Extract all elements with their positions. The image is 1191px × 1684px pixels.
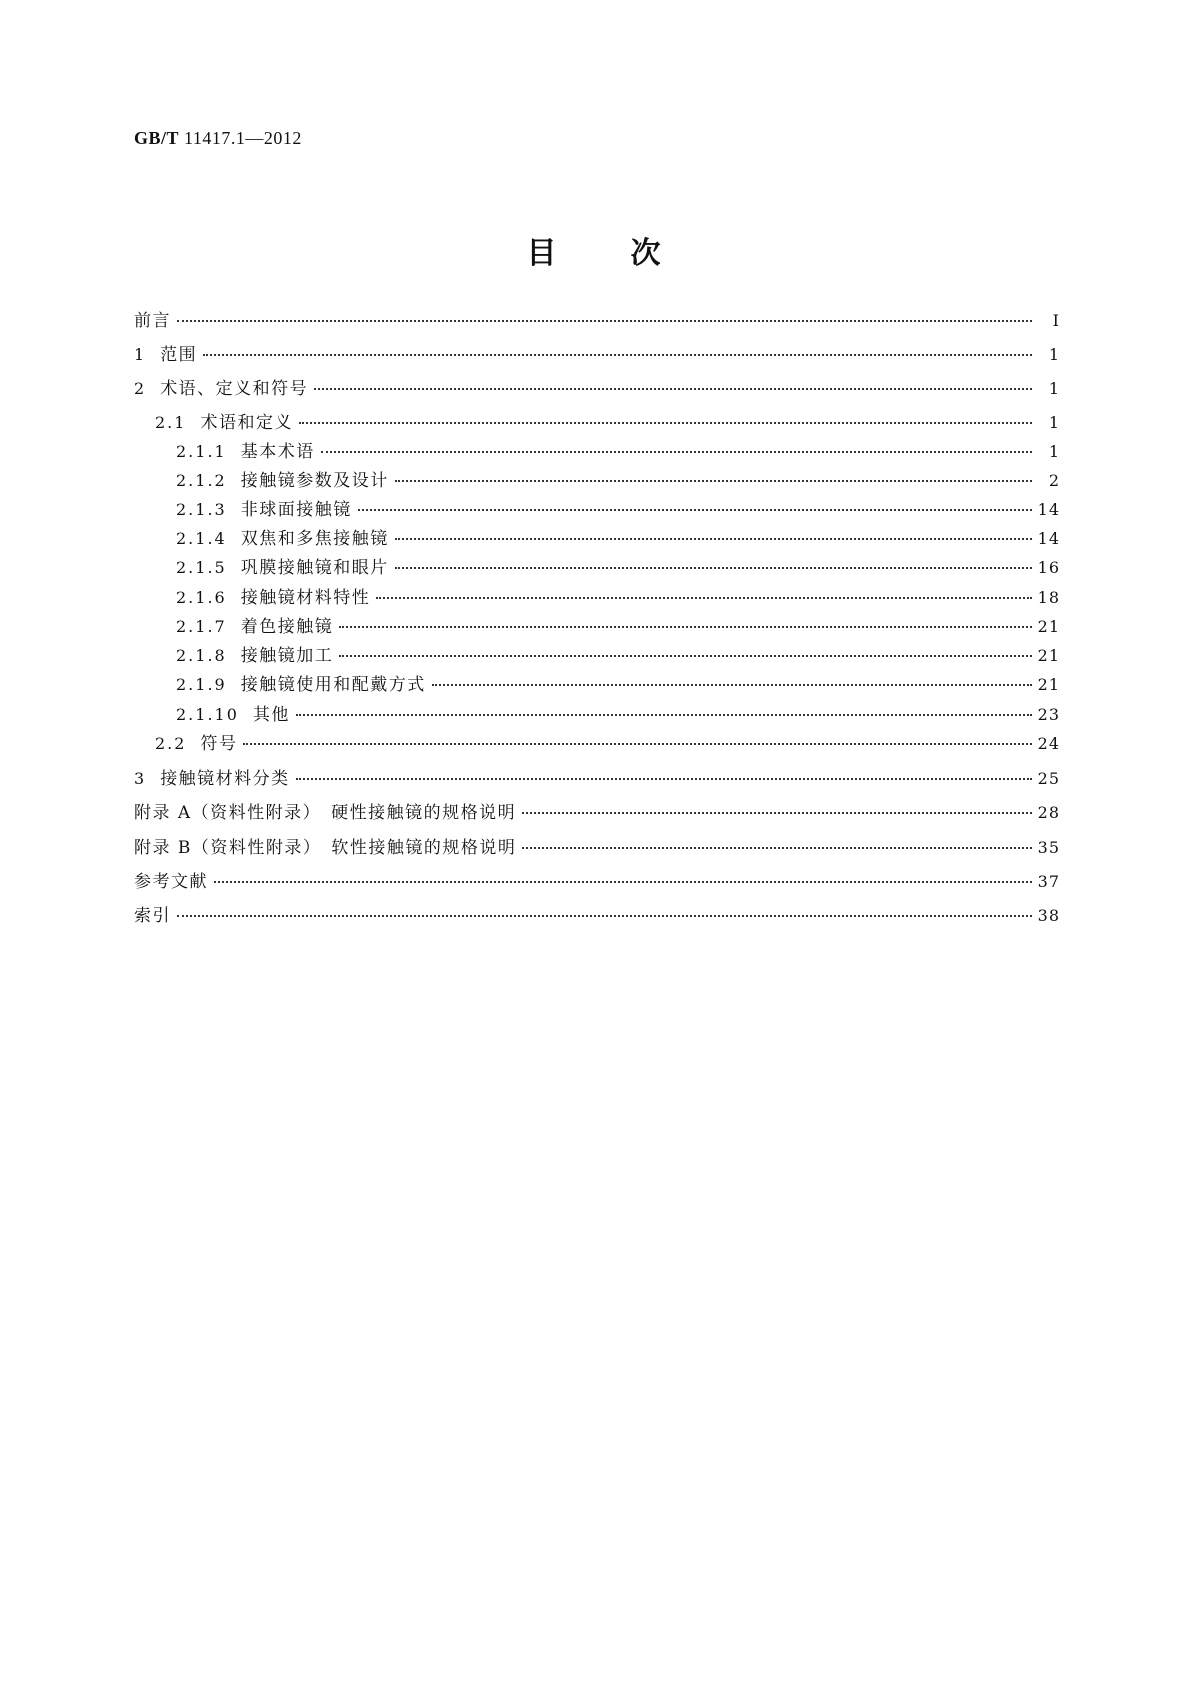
toc-dot-leader bbox=[314, 375, 1032, 395]
toc-entry-page-number: 18 bbox=[1037, 588, 1060, 607]
standard-prefix: GB/T bbox=[134, 128, 180, 148]
toc-entry[interactable] bbox=[134, 437, 1060, 463]
toc-dot-leader bbox=[177, 902, 1032, 922]
toc-dot-leader bbox=[432, 671, 1032, 691]
toc-entry-label: 接触镜加工 bbox=[240, 646, 334, 666]
toc-entry[interactable] bbox=[134, 764, 1060, 790]
page-title bbox=[0, 228, 1191, 272]
toc-dot-leader bbox=[358, 496, 1032, 516]
toc-dot-leader bbox=[296, 701, 1032, 721]
toc-entry[interactable] bbox=[134, 495, 1060, 521]
toc-entry-number: 2 bbox=[134, 379, 147, 398]
toc-dot-leader bbox=[395, 525, 1032, 545]
toc-entry-page-number: 1 bbox=[1048, 413, 1060, 432]
toc-entry-page-number: 28 bbox=[1037, 803, 1060, 822]
toc-entry-number: 2.1 bbox=[155, 413, 187, 432]
toc-entry-number: 2.2 bbox=[155, 734, 187, 753]
toc-dot-leader bbox=[203, 341, 1032, 361]
toc-entry-label: 符号 bbox=[200, 734, 238, 754]
toc-dot-leader bbox=[321, 438, 1032, 458]
toc-entry[interactable] bbox=[134, 798, 1060, 824]
toc-dot-leader bbox=[376, 584, 1031, 604]
toc-entry-page-number: 1 bbox=[1048, 442, 1060, 461]
toc-entry-label: 范围 bbox=[160, 345, 198, 365]
toc-dot-leader bbox=[522, 799, 1031, 819]
toc-entry-label: 着色接触镜 bbox=[240, 617, 334, 637]
toc-entry[interactable] bbox=[134, 466, 1060, 492]
toc-entry-number: 2.1.5 bbox=[176, 558, 227, 577]
toc-dot-leader bbox=[339, 642, 1031, 662]
toc-dot-leader bbox=[243, 730, 1031, 750]
toc-entry-page-number: 16 bbox=[1037, 558, 1060, 577]
toc-entry-page-number: 38 bbox=[1037, 906, 1060, 925]
toc-entry-label: 术语和定义 bbox=[200, 413, 293, 433]
toc-entry-label: 附录 A（资料性附录） 硬性接触镜的规格说明 bbox=[134, 803, 517, 823]
toc-entry-number: 2.1.4 bbox=[176, 529, 227, 548]
toc-entry[interactable] bbox=[134, 374, 1060, 400]
toc-entry-label: 索引 bbox=[134, 906, 171, 926]
toc-entry-label: 参考文献 bbox=[134, 872, 208, 892]
toc-entry-page-number: 23 bbox=[1037, 705, 1060, 724]
toc-entry-page-number: 14 bbox=[1037, 500, 1060, 519]
standard-number: 11417.1—2012 bbox=[184, 128, 302, 148]
toc-entry-page-number: 1 bbox=[1048, 345, 1060, 364]
toc-entry-number: 2.1.9 bbox=[176, 675, 227, 694]
toc-entry-page-number: 21 bbox=[1037, 617, 1060, 636]
toc-entry[interactable] bbox=[134, 583, 1060, 609]
toc-dot-leader bbox=[522, 834, 1031, 854]
toc-entry-label: 前言 bbox=[134, 311, 171, 331]
toc-dot-leader bbox=[177, 307, 1032, 327]
toc-entry-label: 接触镜使用和配戴方式 bbox=[240, 675, 426, 695]
toc-entry-page-number: 1 bbox=[1048, 379, 1060, 398]
toc-entry-number: 1 bbox=[134, 345, 147, 364]
toc-entry-number: 2.1.1 bbox=[176, 442, 227, 461]
toc-dot-leader bbox=[296, 765, 1032, 785]
toc-entry-number: 2.1.3 bbox=[176, 500, 227, 519]
toc-entry-number: 2.1.10 bbox=[176, 705, 239, 724]
toc-entry[interactable] bbox=[134, 553, 1060, 579]
toc-dot-leader bbox=[395, 554, 1032, 574]
document-identifier bbox=[134, 128, 302, 149]
toc-entry-number: 3 bbox=[134, 769, 147, 788]
toc-entry-page-number: Ⅰ bbox=[1052, 311, 1060, 330]
page-title-char-1: 目 bbox=[526, 236, 561, 271]
toc-entry-page-number: 2 bbox=[1048, 471, 1060, 490]
toc-entry-label: 接触镜参数及设计 bbox=[240, 471, 389, 491]
toc-entry-page-number: 25 bbox=[1037, 769, 1060, 788]
toc-dot-leader bbox=[395, 467, 1032, 487]
toc-entry-label: 接触镜材料特性 bbox=[240, 588, 371, 608]
toc-entry[interactable] bbox=[134, 524, 1060, 550]
toc-entry-label: 巩膜接触镜和眼片 bbox=[240, 558, 389, 578]
toc-entry-label: 非球面接触镜 bbox=[240, 500, 352, 520]
toc-entry[interactable] bbox=[134, 340, 1060, 366]
toc-entry[interactable] bbox=[134, 833, 1060, 859]
toc-entry[interactable] bbox=[134, 901, 1060, 927]
toc-entry-page-number: 24 bbox=[1037, 734, 1060, 753]
toc-entry-number: 2.1.8 bbox=[176, 646, 227, 665]
toc-entry-number: 2.1.6 bbox=[176, 588, 227, 607]
toc-entry-page-number: 37 bbox=[1037, 872, 1060, 891]
toc-entry-page-number: 21 bbox=[1037, 646, 1060, 665]
toc-entry[interactable] bbox=[134, 306, 1060, 332]
toc-entry-label: 其他 bbox=[252, 705, 290, 725]
toc-dot-leader bbox=[299, 409, 1032, 429]
toc-entry[interactable] bbox=[134, 700, 1060, 726]
toc-entry-label: 基本术语 bbox=[240, 442, 315, 462]
toc-dot-leader bbox=[339, 613, 1031, 633]
toc-entry[interactable] bbox=[134, 641, 1060, 667]
toc-entry-label: 双焦和多焦接触镜 bbox=[240, 529, 389, 549]
toc-entry[interactable] bbox=[134, 612, 1060, 638]
toc-entry-page-number: 35 bbox=[1037, 838, 1060, 857]
toc-entry-page-number: 14 bbox=[1037, 529, 1060, 548]
toc-entry-number: 2.1.2 bbox=[176, 471, 227, 490]
toc-dot-leader bbox=[214, 868, 1032, 888]
toc-entry-label: 术语、定义和符号 bbox=[160, 379, 309, 399]
toc-entry[interactable] bbox=[134, 408, 1060, 434]
toc-entry-label: 接触镜材料分类 bbox=[160, 769, 290, 789]
toc-entry-number: 2.1.7 bbox=[176, 617, 227, 636]
toc-entry[interactable] bbox=[134, 729, 1060, 755]
page-title-char-2: 次 bbox=[630, 236, 665, 271]
toc-entry[interactable] bbox=[134, 867, 1060, 893]
toc-entry-label: 附录 B（资料性附录） 软性接触镜的规格说明 bbox=[134, 838, 517, 858]
toc-entry-page-number: 21 bbox=[1037, 675, 1060, 694]
toc-entry[interactable] bbox=[134, 670, 1060, 696]
